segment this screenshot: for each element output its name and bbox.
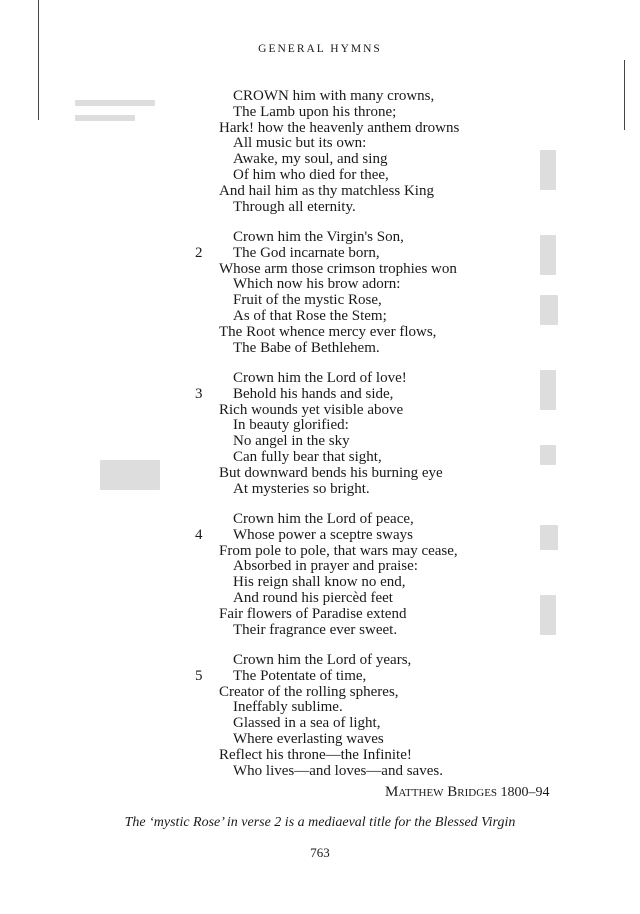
verse-number: 5 <box>195 667 203 684</box>
verse-line: The God incarnate born, <box>233 244 380 261</box>
verse-line: Who lives—and loves—and saves. <box>233 762 443 779</box>
show-through-mark <box>75 100 155 106</box>
verse-line: Crown him the Lord of years, <box>233 652 412 668</box>
author-years: 1800–94 <box>500 785 550 800</box>
running-header: GENERAL HYMNS <box>258 43 382 55</box>
verse-line: Through all eternity. <box>233 198 356 215</box>
author-credit <box>385 784 550 801</box>
show-through-mark <box>540 150 556 190</box>
verse-line: Whose arm those crimson trophies won <box>219 260 457 277</box>
show-through-mark <box>540 525 558 550</box>
verse-line: And round his piercèd feet <box>233 590 393 606</box>
show-through-mark <box>75 115 135 121</box>
verse-line: Crown him the Lord of peace, <box>233 511 414 527</box>
verse-line: As of that Rose the Stem; <box>233 308 387 324</box>
page-number: 763 <box>310 845 330 860</box>
verse-number: 3 <box>195 385 203 402</box>
verse-line: No angel in the sky <box>233 433 350 450</box>
show-through-mark <box>540 235 556 275</box>
verse-number: 2 <box>195 244 203 261</box>
verse-line: The Root whence mercy ever flows, <box>219 323 437 340</box>
verse-line: Can fully bear that sight, <box>233 449 382 465</box>
show-through-mark <box>100 460 160 490</box>
verse-line: Behold his hands and side, <box>233 385 394 402</box>
verse-line: Creator of the rolling spheres, <box>219 683 399 700</box>
verse-line: Awake, my soul, and sing <box>233 151 388 168</box>
verse-line: And hail him as thy matchless King <box>219 182 434 199</box>
left-scan-edge <box>38 0 39 120</box>
verse-line: Whose power a sceptre sways <box>233 526 413 543</box>
verse-line: Where everlasting waves <box>233 731 384 747</box>
verse-line: Fruit of the mystic Rose, <box>233 292 382 309</box>
verse-line: Their fragrance ever sweet. <box>233 621 398 638</box>
verse-line: Rich wounds yet visible above <box>219 401 404 418</box>
verse-line: From pole to pole, that wars may cease, <box>219 542 458 559</box>
show-through-mark <box>540 595 556 635</box>
verse-line: His reign shall know no end, <box>233 574 406 591</box>
verse-line: Of him who died for thee, <box>233 167 389 183</box>
verse-line: CROWN him with many crowns, <box>233 88 435 104</box>
author-name: Matthew Bridges <box>385 784 498 800</box>
verse-line: Crown him the Lord of love! <box>233 370 407 386</box>
verse-line: Reflect his throne—the Infinite! <box>219 746 412 763</box>
verse-line: Hark! how the heavenly anthem drowns <box>219 119 460 136</box>
verse-line: Ineffably sublime. <box>233 699 343 716</box>
verse-line: The Babe of Bethlehem. <box>233 339 380 356</box>
footnote: The ‘mystic Rose’ in verse 2 is a mediaeval title for the Blessed Virgin <box>124 815 516 830</box>
show-through-mark <box>540 295 558 325</box>
verse-line: But downward bends his burning eye <box>219 464 443 481</box>
verse-line: Fair flowers of Paradise extend <box>219 605 407 622</box>
verse-number: 4 <box>195 526 203 543</box>
verse-line: At mysteries so bright. <box>233 480 370 497</box>
verse-line: Absorbed in prayer and praise: <box>233 558 418 575</box>
show-through-mark <box>540 445 556 465</box>
verse-line: Which now his brow adorn: <box>233 276 401 293</box>
verse-line: The Potentate of time, <box>233 667 367 684</box>
verse-line: All music but its own: <box>233 135 367 152</box>
verse-line: In beauty glorified: <box>233 417 349 434</box>
verse-line: The Lamb upon his throne; <box>233 103 397 120</box>
right-scan-edge <box>624 60 625 130</box>
show-through-mark <box>540 370 556 410</box>
verse-line: Crown him the Virgin's Son, <box>233 229 404 245</box>
verse-line: Glassed in a sea of light, <box>233 715 381 732</box>
